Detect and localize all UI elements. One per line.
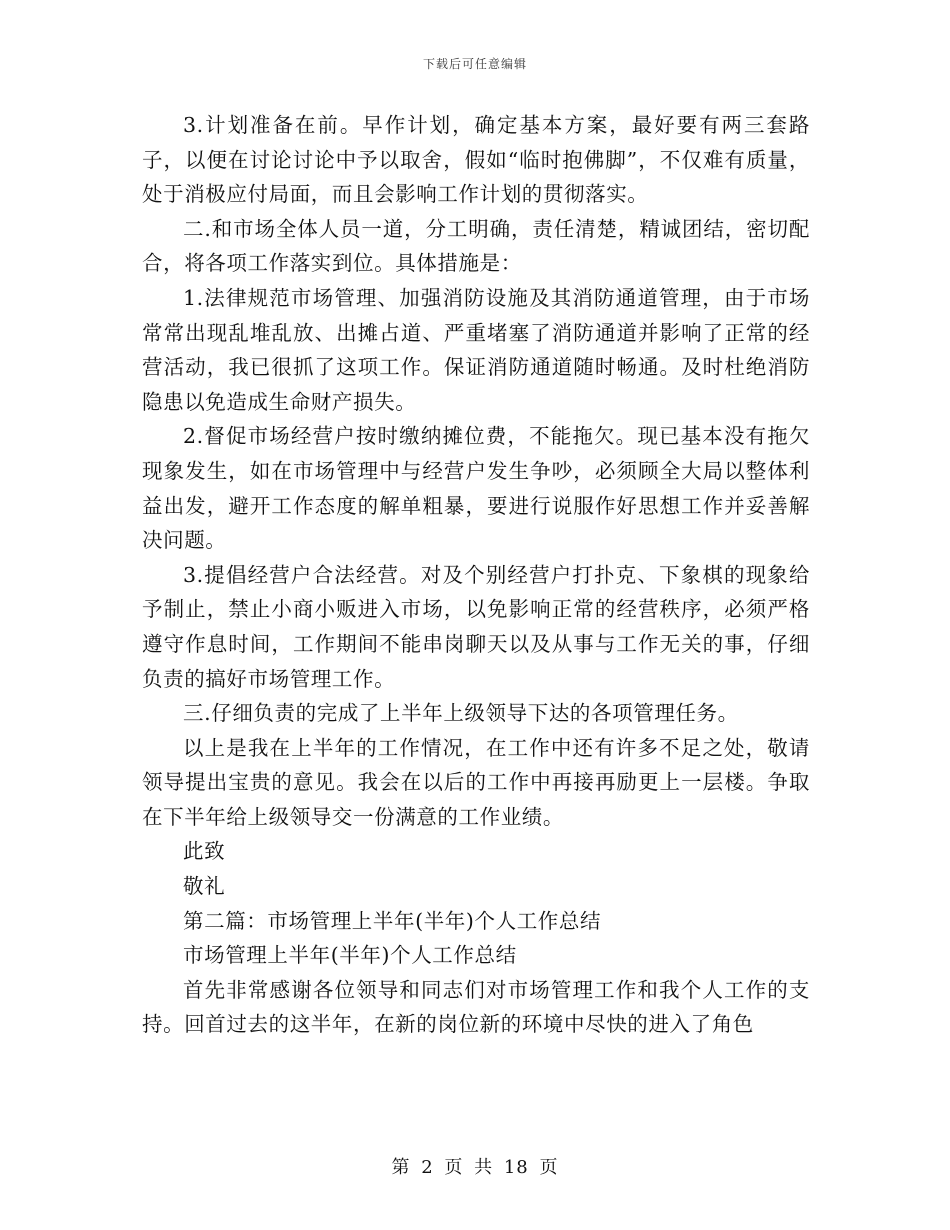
paragraph-closing-regards: 敬礼 (183, 874, 226, 899)
paragraph-part-two-heading: 第二篇：市场管理上半年(半年)个人工作总结 (183, 908, 602, 933)
paragraph-section-three: 三.仔细负责的完成了上半年上级领导下达的各项管理任务。 (183, 701, 739, 726)
paragraph-closing-salutation: 此致 (183, 839, 226, 864)
paragraph-part-two-title: 市场管理上半年(半年)个人工作总结 (183, 943, 517, 968)
paragraph-fire-safety: 1.法律规范市场管理、加强消防设施及其消防通道管理，由于市场常常出现乱堆乱放、出摊占道、严重堵塞了消防通道并影响了正常的经营活动，我已很抓了这项工作。保证消防通道随时畅通。及时杜绝消防隐患以免造成生命财产损失。 (142, 285, 810, 414)
paragraph-plan-preparation: 3.计划准备在前。早作计划，确定基本方案，最好要有两三套路子，以便在讨论讨论中予以取舍，假如“临时抱佛脚”，不仅难有质量，处于消极应付局面，而且会影响工作计划的贯彻落实。 (142, 113, 810, 207)
paragraph-summary: 以上是我在上半年的工作情况，在工作中还有许多不足之处，敬请领导提出宝贵的意见。我会在以后的工作中再接再励更上一层楼。争取在下半年给上级领导交一份满意的工作业绩。 (142, 735, 810, 829)
paragraph-section-two: 二.和市场全体人员一道，分工明确，责任清楚，精诚团结，密切配合，将各项工作落实到位。具体措施是： (142, 216, 810, 276)
page-footer: 第 2 页 共 18 页 (391, 1157, 559, 1178)
paragraph-stall-fees: 2.督促市场经营户按时缴纳摊位费，不能拖欠。现已基本没有拖欠现象发生，如在市场管理中与经营户发生争吵，必须顾全大局以整体利益出发，避开工作态度的解单粗暴，要进行说服作好思想工作并妥善解决问题。 (142, 424, 810, 553)
paragraph-part-two-intro: 首先非常感谢各位领导和同志们对市场管理工作和我个人工作的支持。回首过去的这半年，在新的岗位新的环境中尽快的进入了角色 (142, 977, 810, 1037)
paragraph-legal-operation: 3.提倡经营户合法经营。对及个别经营户打扑克、下象棋的现象给予制止，禁止小商小贩进入市场，以免影响正常的经营秩序，必须严格遵守作息时间，工作期间不能串岗聊天以及从事与工作无关的事，仔细负责的搞好市场管理工作。 (142, 562, 810, 691)
document-body (142, 108, 810, 1042)
page-header: 下载后可任意编辑 (422, 57, 527, 71)
